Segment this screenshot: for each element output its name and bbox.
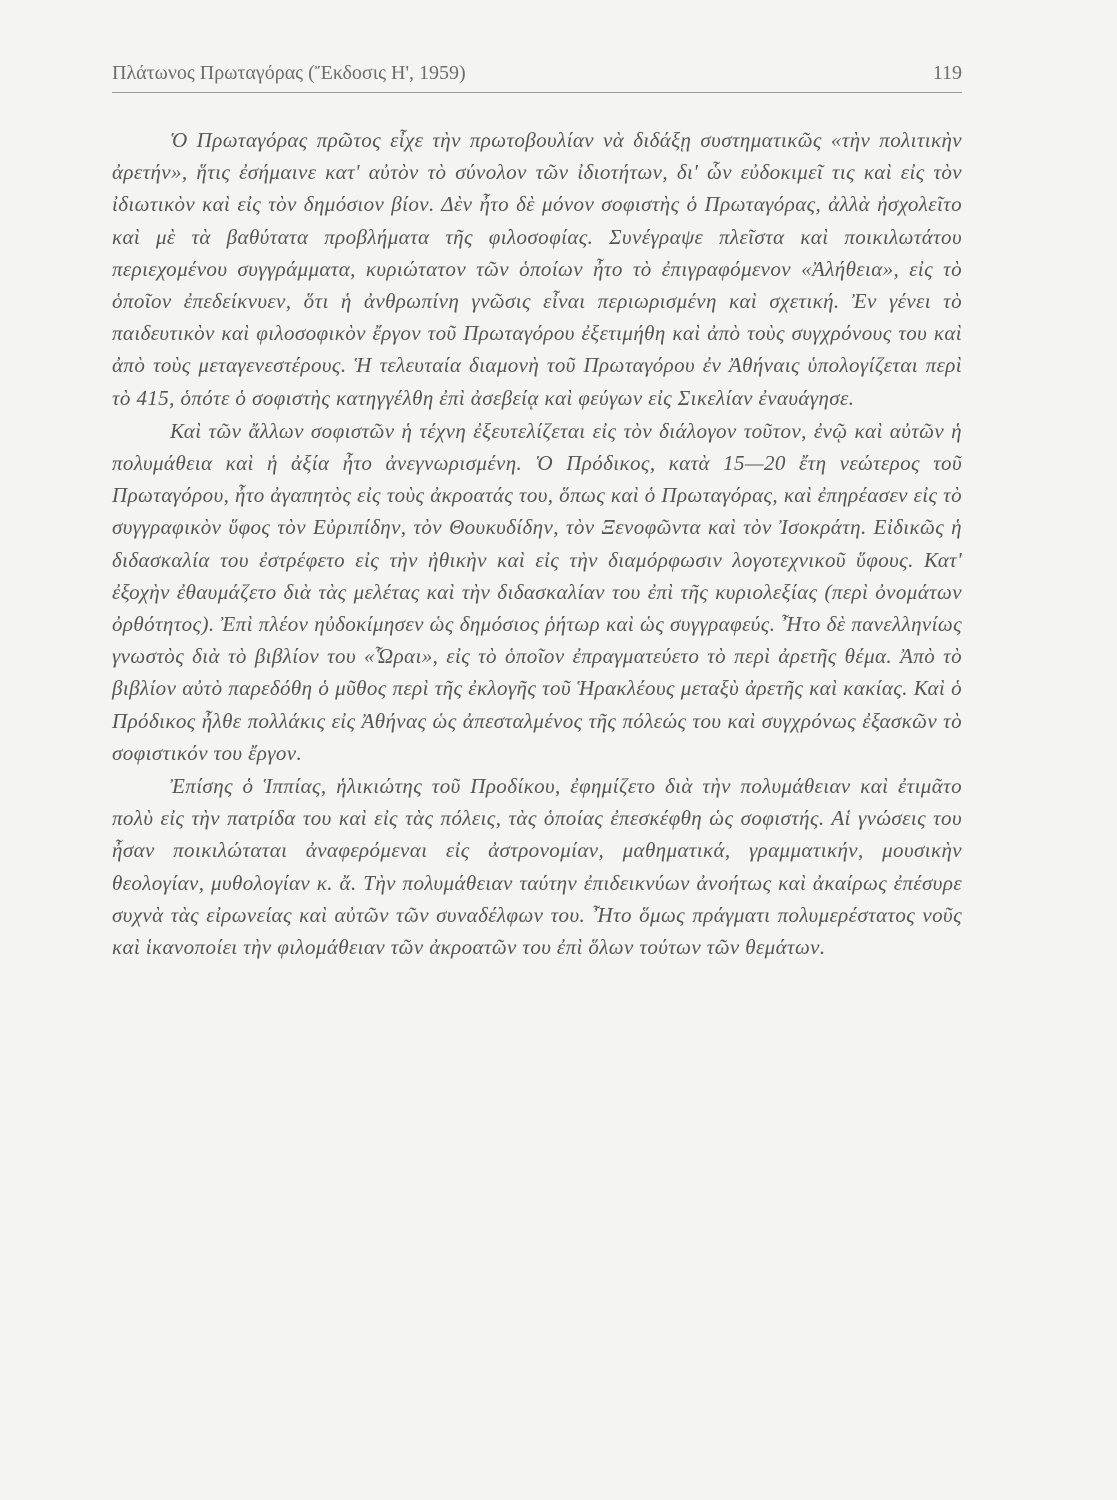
running-header bbox=[112, 62, 962, 85]
body-text bbox=[112, 124, 962, 963]
header-title: Πλάτωνος Πρωταγόρας (Ἔκδοσις Η', 1959) bbox=[112, 62, 466, 84]
page-number: 119 bbox=[932, 62, 962, 84]
header-rule bbox=[112, 92, 962, 93]
paragraph-hippias: Ἐπίσης ὁ Ἱππίας, ἡλικιώτης τοῦ Προδίκου, ἐφημίζετο διὰ τὴν πολυμάθειαν καὶ ἐτιμᾶτο πολὺ εἰς τὴν πατρίδα του καὶ εἰς τὰς πόλεις, τὰς ὁποίας ἐπεσκέφθη ὡς σοφιστής. Αἱ γνώσεις του ἦσαν ποικιλώταται ἀναφερόμεναι εἰς ἀστρονομίαν, μαθηματικά, γραμματικήν, μουσικὴν θεολογίαν, μυθολογίαν κ. ἄ. Τὴν πολυμάθειαν ταύτην ἐπιδεικνύων ἀνοήτως καὶ ἀκαίρως ἐπέσυρε συχνὰ τὰς εἰρωνείας καὶ αὐτῶν τῶν συναδέλφων του. Ἦτο ὅμως πράγματι πολυμερέστατος νοῦς καὶ ἱκανοποίει τὴν φιλομάθειαν τῶν ἀκροατῶν του ἐπὶ ὅλων τούτων τῶν θεμάτων. bbox=[112, 774, 962, 960]
paragraph-prodicus: Καὶ τῶν ἄλλων σοφιστῶν ἡ τέχνη ἐξευτελίζεται εἰς τὸν διάλογον τοῦτον, ἐνῷ καὶ αὐτῶν ἡ πολυμάθεια καὶ ἡ ἀξία ἦτο ἀνεγνωρισμένη. Ὁ Πρόδικος, κατὰ 15—20 ἔτη νεώτερος τοῦ Πρωταγόρου, ἦτο ἀγαπητὸς εἰς τοὺς ἀκροατάς του, ὅπως καὶ ὁ Πρωταγόρας, καὶ ἐπηρέασεν εἰς τὸ συγγραφικὸν ὕφος τὸν Εὐριπίδην, τὸν Θουκυδίδην, τὸν Ξενοφῶντα καὶ τὸν Ἰσοκράτη. Εἰδικῶς ἡ διδασκαλία του ἐστρέφετο εἰς τὴν ἠθικὴν καὶ εἰς τὴν διαμόρφωσιν λογοτεχνικοῦ ὕφους. Κατ' ἐξοχὴν ἐθαυμάζετο διὰ τὰς μελέτας καὶ τὴν διδασκαλίαν του ἐπὶ τῆς κυριολεξίας (περὶ ὀνομάτων ὀρθότητος). Ἐπὶ πλέον ηὐδοκίμησεν ὡς δημόσιος ῥήτωρ καὶ ὡς συγγραφεύς. Ἦτο δὲ πανελληνίως γνωστὸς διὰ τὸ βιβλίον του «Ὧραι», εἰς τὸ ὁποῖον ἐπραγματεύετο τὸ περὶ ἀρετῆς θέμα. Ἀπὸ τὸ βιβλίον αὐτὸ παρεδόθη ὁ μῦθος περὶ τῆς ἐκλογῆς τοῦ Ἡρακλέους μεταξὺ ἀρετῆς καὶ κακίας. Καὶ ὁ Πρόδικος ἦλθε πολλάκις εἰς Ἀθήνας ὡς ἀπεσταλμένος τῆς πόλεώς του καὶ συγχρόνως ἐξασκῶν τὸ σοφιστικόν του ἔργον. bbox=[112, 418, 962, 765]
paragraph-protagoras: Ὁ Πρωταγόρας πρῶτος εἶχε τὴν πρωτοβουλίαν νὰ διδάξῃ συστηματικῶς «τὴν πολιτικὴν ἀρετήν», ἥτις ἐσήμαινε κατ' αὐτὸν τὸ σύνολον τῶν ἰδιοτήτων, δι' ὧν εὐδοκιμεῖ τις καὶ εἰς τὸν ἰδιωτικὸν καὶ εἰς τὸν δημόσιον βίον. Δὲν ἦτο δὲ μόνον σοφιστὴς ὁ Πρωταγόρας, ἀλλὰ ἠσχολεῖτο καὶ μὲ τὰ βαθύτατα προβλήματα τῆς φιλοσοφίας. Συνέγραψε πλεῖστα καὶ ποικιλωτάτου περιεχομένου συγγράμματα, κυριώτατον τῶν ὁποίων ἦτο τὸ ἐπιγραφόμενον «Ἀλήθεια», εἰς τὸ ὁποῖον ἐπεδείκνυεν, ὅτι ἡ ἀνθρωπίνη γνῶσις εἶναι περιωρισμένη καὶ σχετική. Ἐν γένει τὸ παιδευτικὸν καὶ φιλοσοφικὸν ἔργον τοῦ Πρωταγόρου ἐξετιμήθη καὶ ἀπὸ τοὺς συγχρόνους του καὶ ἀπὸ τοὺς μεταγενεστέρους. Ἡ τελευταία διαμονὴ τοῦ Πρωταγόρου ἐν Ἀθήναις ὑπολογίζεται περὶ τὸ 415, ὁπότε ὁ σοφιστὴς κατηγγέλθη ἐπὶ ἀσεβείᾳ καὶ φεύγων εἰς Σικελίαν ἐναυάγησε. bbox=[112, 128, 962, 410]
